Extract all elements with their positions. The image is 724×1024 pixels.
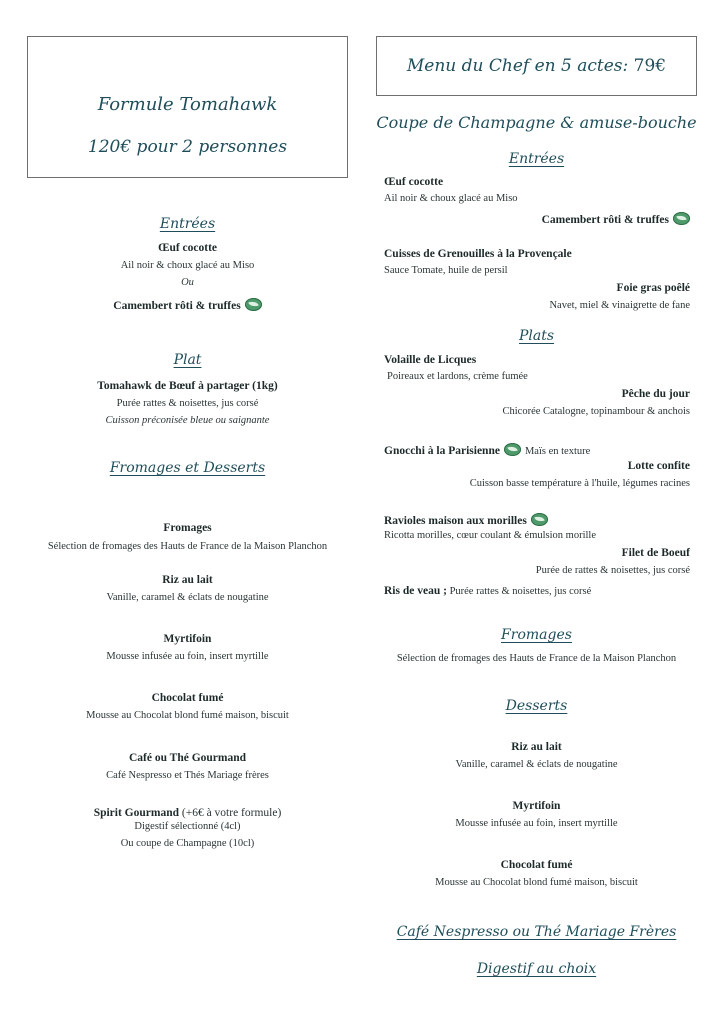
leaf-icon: [245, 298, 262, 311]
right-ravioles-line: [384, 511, 548, 529]
right-fromages-desc: Sélection de fromages des Hauts de France de la Maison Planchon: [396, 653, 677, 664]
left-entrees-heading: Entrées: [159, 216, 216, 232]
cafe-heading: Café Nespresso ou Thé Mariage Frères: [396, 924, 677, 940]
left-dessert-name-1: Riz au lait: [162, 574, 213, 586]
right-ris-line: [384, 581, 591, 599]
left-camembert-line: [27, 296, 348, 314]
left-spirit-desc1: Digestif sélectionné (4cl): [134, 821, 241, 832]
right-grenouilles-desc: Sauce Tomate, huile de persil: [384, 265, 508, 276]
left-tomahawk-note: Cuisson préconisée bleue ou saignante: [105, 415, 270, 426]
left-dessert-desc-2: Mousse infusée au foin, insert myrtille: [106, 651, 269, 662]
left-oeuf-desc: Ail noir & choux glacé au Miso: [120, 260, 255, 271]
tomahawk-formula-title: Formule Tomahawk: [97, 94, 278, 115]
right-dessert-desc-1: Mousse infusée au foin, insert myrtille: [455, 818, 618, 829]
right-foie-name: Foie gras poêlé: [616, 282, 690, 294]
leaf-icon: [531, 513, 548, 526]
right-foie-desc: Navet, miel & vinaigrette de fane: [549, 300, 690, 311]
left-dessert-name-4: Café ou Thé Gourmand: [128, 752, 247, 764]
right-filet-desc: Purée de rattes & noisettes, jus corsé: [535, 565, 690, 576]
right-peche-desc: Chicorée Catalogne, topinambour & anchois: [502, 406, 690, 417]
left-spirit-name: Spirit Gourmand: [93, 807, 179, 819]
left-tomahawk-name: Tomahawk de Bœuf à partager (1kg): [97, 380, 278, 392]
leaf-icon: [504, 443, 521, 456]
left-oeuf-name: Œuf cocotte: [157, 242, 218, 254]
left-camembert-name: Camembert rôti & truffes: [113, 300, 241, 312]
tomahawk-formula-price: 120€ pour 2 personnes: [87, 137, 288, 157]
right-oeuf-name: Œuf cocotte: [384, 176, 444, 188]
left-spirit-line: [27, 803, 348, 821]
right-dessert-desc-0: Vanille, caramel & éclats de nougatine: [455, 759, 618, 770]
left-dessert-desc-3: Mousse au Chocolat blond fumé maison, biscuit: [86, 710, 289, 721]
right-ravioles-name: Ravioles maison aux morilles: [384, 515, 527, 527]
chef-menu-title-line: [376, 56, 697, 76]
right-ris-name: Ris de veau ;: [384, 585, 447, 597]
right-grenouilles-name: Cuisses de Grenouilles à la Provençale: [384, 248, 572, 260]
left-or-label: Ou: [181, 277, 194, 288]
left-dessert-desc-0: Sélection de fromages des Hauts de France de la Maison Planchon: [47, 541, 328, 552]
left-dessert-name-2: Myrtifoin: [163, 633, 212, 645]
left-dessert-name-3: Chocolat fumé: [151, 692, 224, 704]
right-gnocchi-line: [384, 441, 590, 459]
right-dessert-name-0: Riz au lait: [511, 741, 562, 753]
right-camembert-name: Camembert rôti & truffes: [541, 214, 669, 226]
left-dessert-desc-1: Vanille, caramel & éclats de nougatine: [106, 592, 269, 603]
right-fromages-heading: Fromages: [501, 627, 572, 643]
right-oeuf-desc: Ail noir & choux glacé au Miso: [384, 193, 518, 204]
left-plat-heading: Plat: [173, 352, 202, 368]
right-ris-desc: Purée rattes & noisettes, jus corsé: [446, 586, 592, 597]
right-ravioles-desc: Ricotta morilles, cœur coulant & émulsion morille: [384, 530, 596, 541]
right-gnocchi-desc: Maïs en texture: [524, 446, 591, 457]
right-peche-name: Pêche du jour: [621, 388, 690, 400]
right-volaille-desc: Poireaux et lardons, crème fumée: [387, 371, 528, 382]
right-lotte-desc: Cuisson basse température à l'huile, légumes racines: [469, 478, 690, 489]
right-dessert-name-2: Chocolat fumé: [500, 859, 573, 871]
chef-menu-title: Menu du Chef en 5 actes:: [406, 56, 634, 76]
left-spirit-desc2: Ou coupe de Champagne (10cl): [120, 838, 255, 849]
left-dessert-desc-4: Café Nespresso et Thés Mariage frères: [106, 770, 269, 781]
right-entrees-heading: Entrées: [508, 151, 565, 167]
right-filet-name: Filet de Boeuf: [621, 547, 690, 559]
champagne-heading: Coupe de Champagne & amuse-bouche: [376, 113, 697, 132]
right-dessert-name-1: Myrtifoin: [512, 800, 561, 812]
right-volaille-name: Volaille de Licques: [384, 354, 477, 366]
left-fromages-desserts-heading: Fromages et Desserts: [109, 460, 266, 476]
right-dessert-desc-2: Mousse au Chocolat blond fumé maison, biscuit: [435, 877, 638, 888]
right-desserts-heading: Desserts: [505, 698, 568, 714]
right-lotte-name: Lotte confite: [627, 460, 690, 472]
left-spirit-extra: (+6€ à votre formule): [179, 807, 282, 819]
leaf-icon: [673, 212, 690, 225]
digestif-heading: Digestif au choix: [476, 961, 597, 977]
left-tomahawk-desc: Purée rattes & noisettes, jus corsé: [116, 398, 259, 409]
right-gnocchi-name: Gnocchi à la Parisienne: [384, 445, 500, 457]
left-dessert-name-0: Fromages: [163, 522, 212, 534]
right-camembert-line: [542, 210, 690, 228]
chef-menu-price: 79€: [633, 56, 667, 76]
right-plats-heading: Plats: [518, 328, 555, 344]
